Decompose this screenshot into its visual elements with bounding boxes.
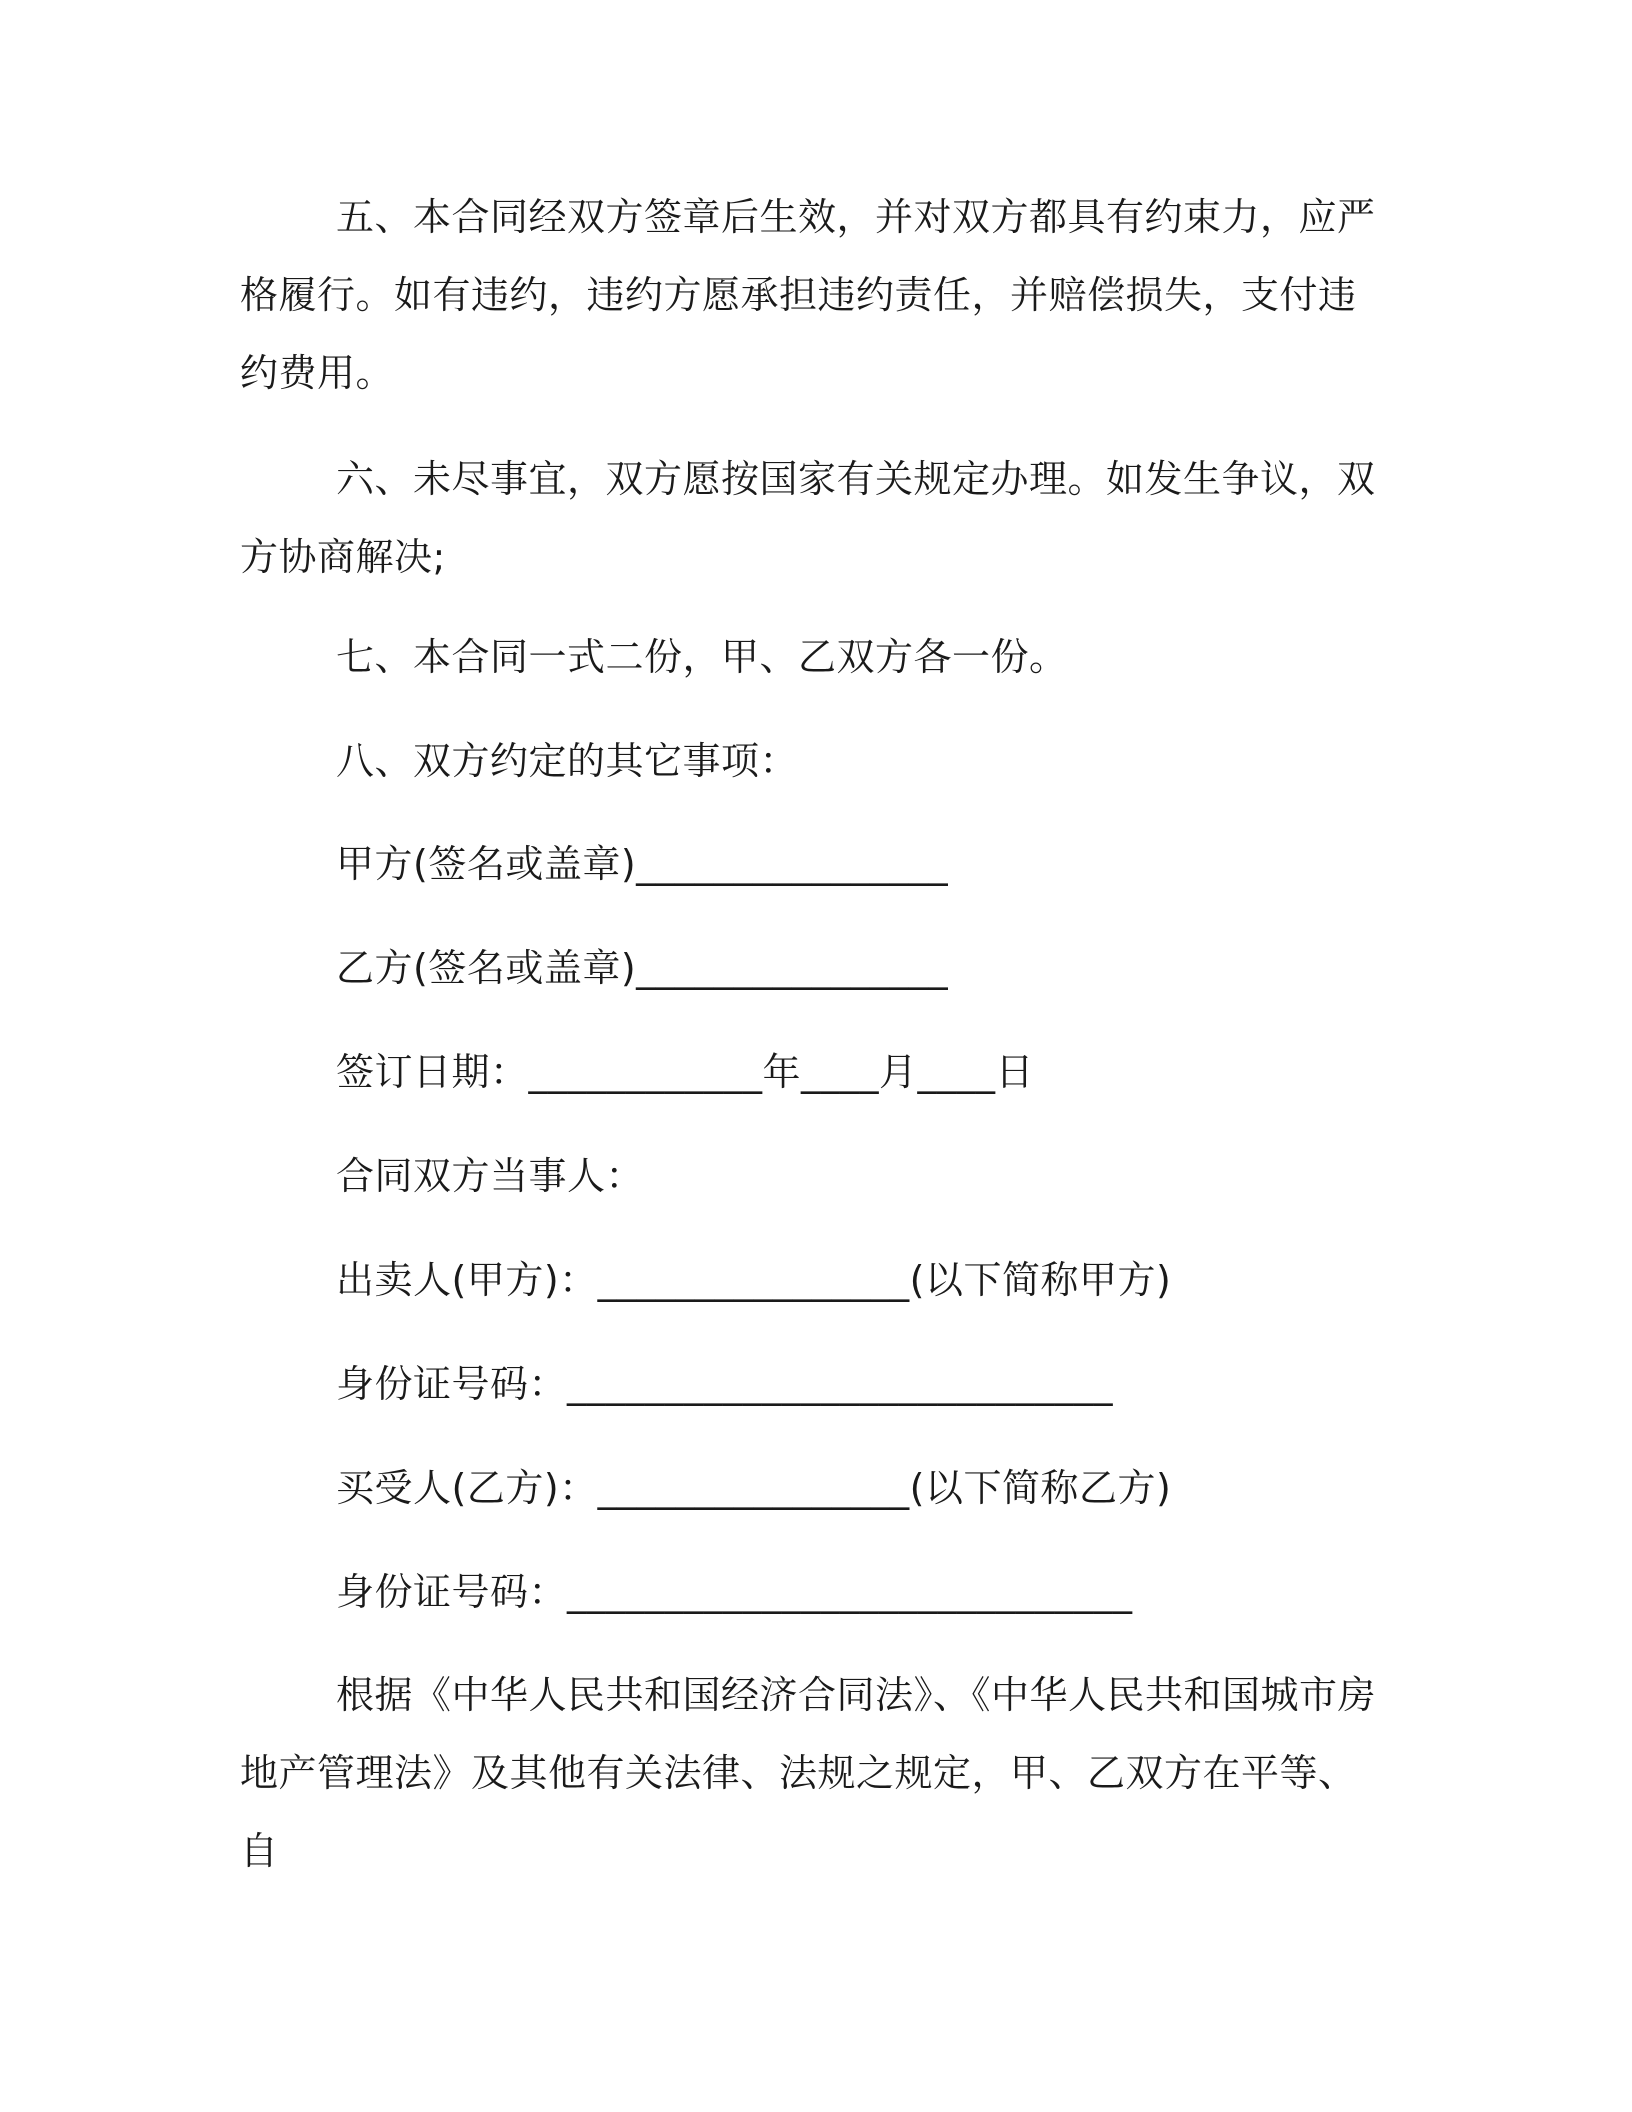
clause-8: 八、双方约定的其它事项： [336, 739, 799, 783]
signing-date-line: 签订日期：____________年____月____日 [336, 1050, 1035, 1094]
seller-line: 出卖人(甲方)：________________(以下简称甲方) [336, 1258, 1172, 1302]
buyer-line: 买受人(乙方)：________________(以下简称乙方) [336, 1466, 1172, 1510]
seller-id-line: 身份证号码：____________________________ [336, 1362, 1114, 1406]
party-b-signature-line: 乙方(签名或盖章)________________ [336, 946, 949, 990]
parties-heading: 合同双方当事人： [336, 1154, 645, 1198]
clause-6: 六、未尽事宜，双方愿按国家有关规定办理。如发生争议，双方协商解决; [240, 457, 1376, 579]
legal-basis-paragraph: 根据《中华人民共和国经济合同法》、《中华人民共和国城市房地产管理法》及其他有关法律、法规之规定，甲、乙双方在平等、自 [240, 1673, 1377, 1873]
buyer-id-line: 身份证号码：_____________________________ [336, 1570, 1133, 1614]
clause-7: 七、本合同一式二份，甲、乙双方各一份。 [336, 635, 1068, 679]
clause-5: 五、本合同经双方签章后生效，并对双方都具有约束力，应严格履行。如有违约，违约方愿承担违约责任，并赔偿损失，支付违约费用。 [240, 195, 1376, 395]
party-a-signature-line: 甲方(签名或盖章)________________ [336, 842, 949, 886]
